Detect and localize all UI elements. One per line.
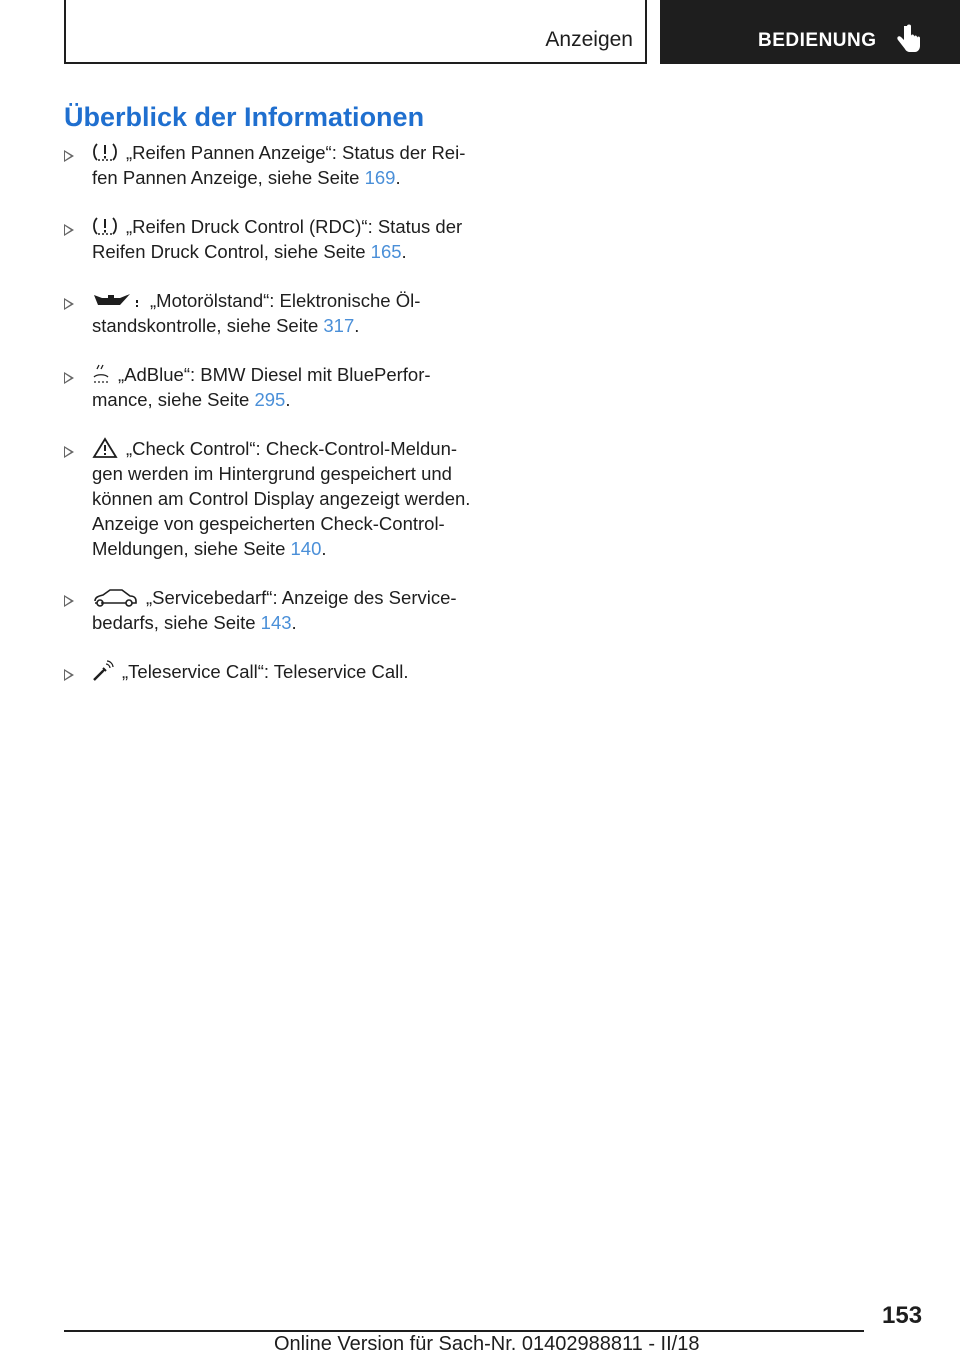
tire-warning-icon (92, 141, 118, 163)
service-car-icon (92, 586, 138, 608)
bullet-icon (64, 595, 74, 607)
page-link[interactable]: 295 (254, 389, 286, 410)
warning-triangle-icon (92, 437, 118, 459)
item-text: „Teleservice Call“: Teleservice Call. (122, 661, 409, 682)
header-section-box (64, 0, 647, 64)
oil-can-icon (92, 289, 142, 311)
tire-pressure-icon (92, 215, 118, 237)
footer-text: Online Version für Sach-Nr. 01402988811 - II/18 (274, 1333, 700, 1355)
item-text: „Reifen Pannen Anzeige“: Status der Reifen Pannen Anzeige, siehe Seite (92, 142, 466, 188)
item-text: „Check Control“: Check-Control-Meldungen werden im Hintergrund gespeichert und können am Control Display angezeigt werden. Anzeige von gespeicherten Check-Control-Meldungen, siehe Seite (92, 438, 471, 559)
page-number: 153 (882, 1302, 923, 1329)
item-text: „Servicebedarf“: Anzeige des Servicebedarfs, siehe Seite (92, 587, 457, 633)
adblue-icon (92, 363, 110, 385)
hand-pointer-icon (896, 24, 922, 54)
bullet-icon (64, 372, 74, 384)
info-list (64, 140, 480, 708)
bullet-icon (64, 669, 74, 681)
list-item (64, 659, 480, 684)
list-item: „Reifen Pannen Anzeige“: Status der Reifen Pannen Anzeige, siehe Seite 169. (64, 140, 480, 190)
bullet-icon (64, 224, 74, 236)
page-link[interactable]: 317 (323, 315, 355, 336)
page-title: Überblick der Informationen (64, 102, 425, 132)
list-item: „Reifen Druck Control (RDC)“: Status der Reifen Druck Control, siehe Seite 165. (64, 214, 480, 264)
page-link[interactable]: 143 (260, 612, 292, 633)
section-label: Anzeigen (545, 28, 633, 51)
page-link[interactable]: 169 (364, 167, 396, 188)
item-text: „Reifen Druck Control (RDC)“: Status der Reifen Druck Control, siehe Seite (92, 216, 463, 262)
bullet-icon (64, 298, 74, 310)
item-text: „AdBlue“: BMW Diesel mit BluePerformance, siehe Seite (92, 364, 431, 410)
page-link[interactable]: 165 (370, 241, 402, 262)
header-chapter-box (660, 0, 960, 64)
wrench-signal-icon (92, 660, 114, 682)
bullet-icon (64, 150, 74, 162)
list-item: „Check Control“: Check-Control-Meldungen werden im Hintergrund gespeichert und können am Control Display angezeigt werden. Anzeige von gespeicherten Check-Control-Meldungen, siehe Seite 140. (64, 436, 480, 561)
list-item: „Servicebedarf“: Anzeige des Servicebedarfs, siehe Seite 143. (64, 585, 480, 635)
list-item: „Motorölstand“: Elektronische Ölstandskontrolle, siehe Seite 317. (64, 288, 480, 338)
footer-divider (64, 1330, 864, 1332)
item-text: „Motorölstand“: Elektronische Ölstandskontrolle, siehe Seite (92, 290, 421, 336)
chapter-label: BEDIENUNG (758, 30, 877, 51)
bullet-icon (64, 446, 74, 458)
list-item: „AdBlue“: BMW Diesel mit BluePerformance, siehe Seite 295. (64, 362, 480, 412)
page-link[interactable]: 140 (290, 538, 322, 559)
